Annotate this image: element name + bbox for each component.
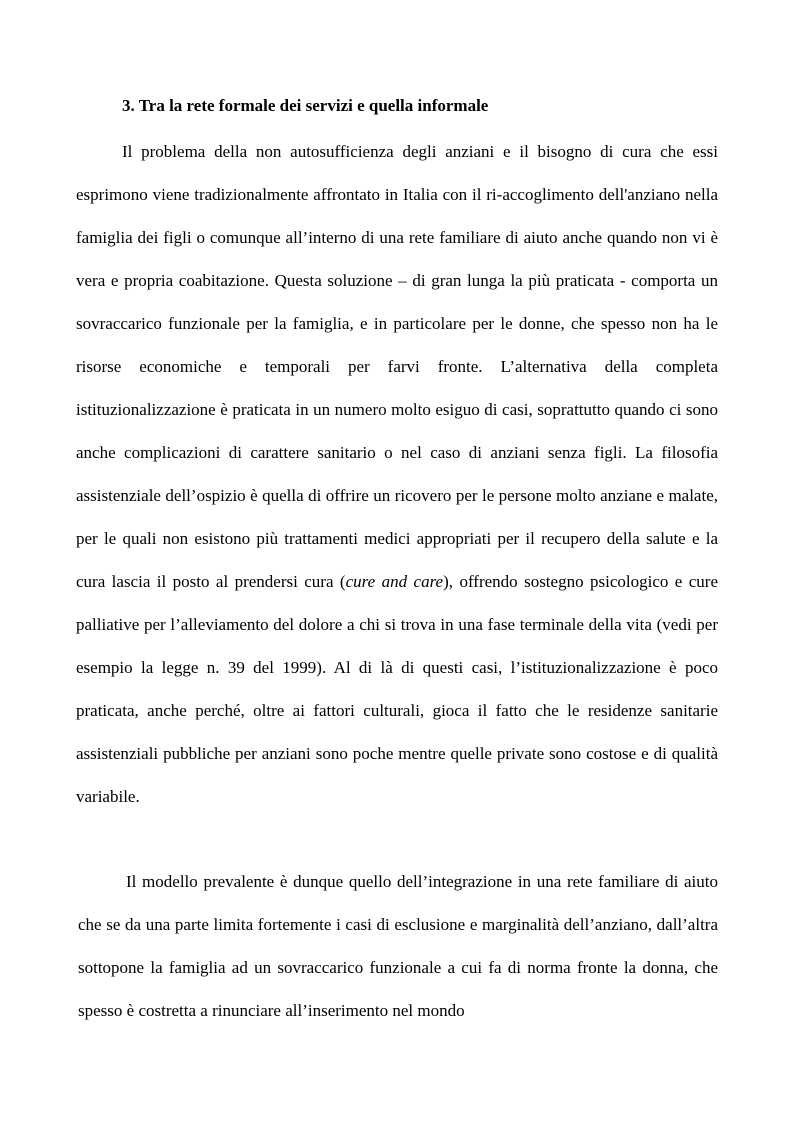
section-heading: 3. Tra la rete formale dei servizi e quella informale: [122, 96, 489, 115]
paragraph-1-text-start: Il problema della non autosufficienza degli anziani e il bisogno di cura che essi esprimono viene tradizionalmente affrontato in Italia con il ri-accoglimento dell'anziano nella famiglia dei figli o comunque all’interno di una rete familiare di aiuto anche quando non vi è vera e propria coabitazione. Questa soluzione – di gran lunga la più praticata - comporta un sovraccarico funzionale per la famiglia, e in particolare per le donne, che spesso non ha le risorse economiche e temporali per farvi fronte. L’alternativa della completa istituzionalizzazione è praticata in un numero molto esiguo di casi, soprattutto quando ci sono anche complicazioni di carattere sanitario o nel caso di anziani senza figli. La filosofia assistenziale dell’ospizio è quella di offrire un ricovero per le persone molto anziane e malate, per le quali non esistono più trattamenti medici appropriati per il recupero della salute e la cura lascia il posto al prendersi cura (: [76, 142, 718, 591]
body-paragraph-1: [76, 130, 718, 818]
body-paragraph-2: Il modello prevalente è dunque quello dell’integrazione in una rete familiare di aiuto che se da una parte limita fortemente i casi di esclusione e marginalità dell’anziano, dall’altra sottopone la famiglia ad un sovraccarico funzionale a cui fa di norma fronte la donna, che spesso è costretta a rinunciare all’inserimento nel mondo: [78, 872, 718, 1020]
paragraph-1-italic-term: cure and care: [345, 572, 444, 591]
paragraph-1-text-end: ), offrendo sostegno psicologico e cure palliative per l’alleviamento del dolore a chi si trova in una fase terminale della vita (vedi per esempio la legge n. 39 del 1999). Al di là di questi casi, l’istituzionalizzazione è poco praticata, anche perché, oltre ai fattori culturali, gioca il fatto che le residenze sanitarie assistenziali pubbliche per anziani sono poche mentre quelle private sono costose e di qualità variabile.: [76, 572, 719, 806]
